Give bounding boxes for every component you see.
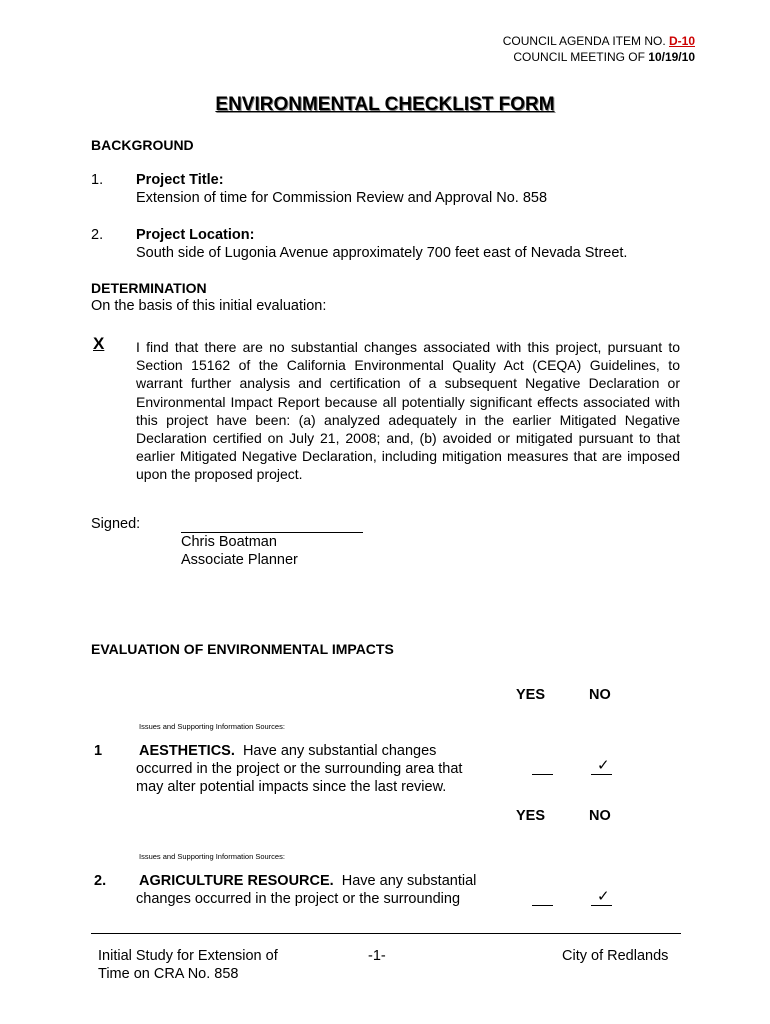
item-aesthetics-line3: may alter potential impacts since the last review.	[136, 779, 447, 795]
project-title-label: Project Title:	[136, 172, 224, 188]
agenda-item-prefix: COUNCIL AGENDA ITEM NO.	[502, 34, 669, 48]
signed-label: Signed:	[91, 516, 141, 532]
item-aesthetics-title: AESTHETICS.	[139, 743, 235, 759]
page-number: -1-	[368, 948, 386, 964]
no-column-header-2: NO	[589, 808, 611, 824]
no-column-header: NO	[589, 687, 611, 703]
agenda-item-number: D-10	[668, 34, 695, 48]
project-location-label: Project Location:	[136, 227, 255, 243]
determination-intro: On the basis of this initial evaluation:	[91, 298, 327, 314]
agriculture-yes-blank[interactable]	[532, 905, 553, 906]
page-title: ENVIRONMENTAL CHECKLIST FORM	[215, 94, 555, 115]
agenda-item-line	[503, 33, 695, 49]
determination-text: I find that there are no substantial changes associated with this project, pursuant to Section 15162 of the California Environmental Quality Act (CEQA) Guidelines, to warrant further analysis and certification of a subsequent Negative Declaration or Environmental Impact Report because all potentially significant effects associated with this project have been: (a) analyzed adequately in the earlier Mitigated Negative Declaration certified on July 21, 2008; and, (b) avoided or mitigated pursuant to that earlier Mitigated Negative Declaration, including mitigation measures that are imposed upon the proposed project.	[136, 339, 680, 483]
footer-divider	[91, 933, 681, 934]
yes-column-header-2: YES	[516, 808, 546, 824]
item-aesthetics-line1	[139, 742, 436, 760]
agriculture-no-check-icon: ✓	[597, 888, 610, 905]
background-heading: BACKGROUND	[91, 137, 194, 153]
item-agriculture-line1	[139, 872, 476, 890]
item-agriculture-number: 2.	[94, 873, 107, 889]
item-agriculture-title: AGRICULTURE RESOURCE.	[139, 873, 334, 889]
item-aesthetics-text1: Have any substantial changes	[242, 743, 437, 759]
project-title-value: Extension of time for Commission Review and Approval No. 858	[136, 190, 548, 206]
meeting-line	[513, 49, 695, 65]
footer-left-line2: Time on CRA No. 858	[98, 966, 239, 982]
determination-heading: DETERMINATION	[91, 280, 207, 296]
aesthetics-yes-blank[interactable]	[532, 774, 553, 775]
item-2-number: 2.	[91, 227, 104, 243]
agriculture-no-blank[interactable]	[591, 905, 612, 906]
meeting-date: 10/19/10	[648, 50, 695, 64]
signer-name: Chris Boatman	[181, 534, 277, 550]
aesthetics-no-check-icon: ✓	[597, 757, 610, 774]
footer-left-line1: Initial Study for Extension of	[98, 948, 278, 964]
footer-right: City of Redlands	[562, 948, 669, 964]
project-location-value: South side of Lugonia Avenue approximately 700 feet east of Nevada Street.	[136, 245, 628, 261]
aesthetics-no-blank[interactable]	[591, 774, 612, 775]
determination-checkmark: X	[93, 334, 105, 353]
signer-role: Associate Planner	[181, 552, 298, 568]
item-agriculture-line2: changes occurred in the project or the surrounding	[136, 891, 461, 907]
item-1-number: 1.	[91, 172, 104, 188]
meeting-prefix: COUNCIL MEETING OF	[513, 50, 649, 64]
evaluation-heading: EVALUATION OF ENVIRONMENTAL IMPACTS	[91, 641, 394, 657]
item-aesthetics-number: 1	[94, 743, 103, 759]
yes-column-header: YES	[516, 687, 546, 703]
sources-label: Issues and Supporting Information Sources:	[139, 722, 285, 731]
item-agriculture-text1: Have any substantial	[341, 873, 477, 889]
sources-label-2: Issues and Supporting Information Sources:	[139, 852, 285, 861]
item-aesthetics-line2: occurred in the project or the surrounding area that	[136, 761, 463, 777]
